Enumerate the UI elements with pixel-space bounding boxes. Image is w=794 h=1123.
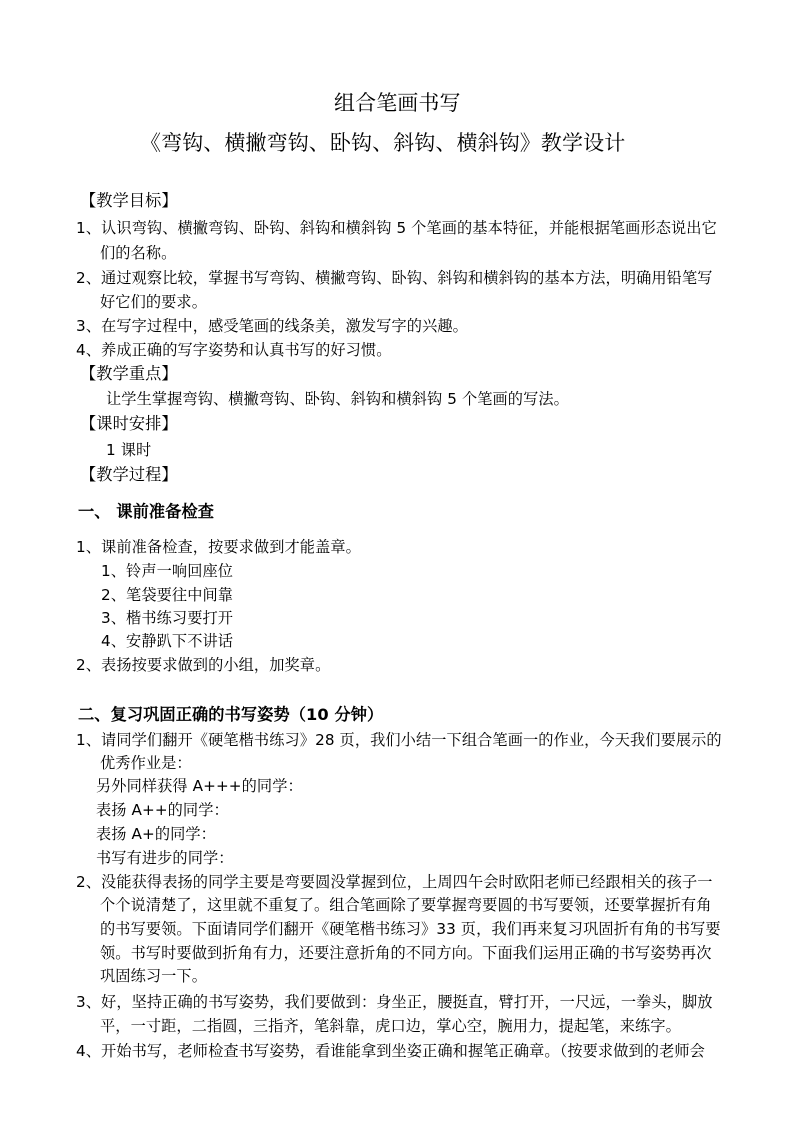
- section-1-sub-1: 1、铃声一响回座位: [101, 562, 234, 580]
- section-1-sub-2: 2、笔袋要往中间靠: [101, 586, 234, 604]
- goals-header: 【教学目标】: [80, 191, 178, 210]
- section-1-item-1: 1、课前准备检查，按要求做到才能盖章。: [76, 538, 361, 556]
- section-2-item-2-cont-3: 领。书写时要做到折角有力，还要注意折角的不同方向。下面我们运用正确的书写姿势再次: [100, 944, 712, 962]
- document-subtitle: 《弯钩、横撇弯钩、卧钩、斜钩、横斜钩》教学设计: [140, 131, 626, 155]
- goal-item-1: 1、认识弯钩、横撇弯钩、卧钩、斜钩和横斜钩 5 个笔画的基本特征，并能根据笔画形态说出它: [76, 219, 717, 237]
- praise-line-1: 另外同样获得 A+++的同学：: [96, 777, 303, 795]
- focus-text: 让学生掌握弯钩、横撇弯钩、卧钩、斜钩和横斜钩 5 个笔画的写法。: [106, 390, 569, 408]
- goal-item-1-cont: 们的名称。: [100, 244, 177, 262]
- section-1-sub-4: 4、安静趴下不讲话: [101, 632, 234, 650]
- goal-item-2: 2、通过观察比较，掌握书写弯钩、横撇弯钩、卧钩、斜钩和横斜钩的基本方法，明确用铅笔写: [76, 269, 713, 287]
- section-2-item-1: 1、请同学们翻开《硬笔楷书练习》28 页，我们小结一下组合笔画一的作业，今天我们要展示的: [76, 731, 722, 749]
- section-1-title: 一、 课前准备检查: [78, 502, 215, 521]
- section-2-title: 二、复习巩固正确的书写姿势（10 分钟）: [78, 705, 384, 724]
- praise-line-4: 书写有进步的同学：: [96, 849, 234, 867]
- goal-item-4: 4、养成正确的写字姿势和认真书写的好习惯。: [76, 341, 392, 359]
- praise-line-3: 表扬 A+的同学：: [96, 825, 216, 843]
- time-header: 【课时安排】: [80, 414, 178, 433]
- section-2-item-3-cont: 平，一寸距，二指圆，三指齐，笔斜靠，虎口边，掌心空，腕用力，提起笔，来练字。: [100, 1017, 681, 1035]
- time-text: 1 课时: [106, 441, 152, 459]
- section-2-item-3: 3、好，坚持正确的书写姿势，我们要做到：身坐正，腰挺直，臂打开，一尺远，一拳头，脚放: [76, 993, 713, 1011]
- praise-line-2: 表扬 A++的同学：: [96, 801, 229, 819]
- section-2-item-4: 4、开始书写，老师检查书写姿势，看谁能拿到坐姿正确和握笔正确章。（按要求做到的老师会: [76, 1042, 705, 1060]
- section-2-item-1-cont: 优秀作业是：: [100, 754, 192, 772]
- goal-item-2-cont: 好它们的要求。: [100, 293, 208, 311]
- section-2-item-2-cont-2: 的书写要领。下面请同学们翻开《硬笔楷书练习》33 页，我们再来复习巩固折有角的书写要: [100, 920, 721, 938]
- section-2-item-2-cont-4: 巩固练习一下。: [100, 967, 208, 985]
- section-2-item-2: 2、没能获得表扬的同学主要是弯要圆没掌握到位，上周四午会时欧阳老师已经跟相关的孩子一: [76, 873, 713, 891]
- process-header: 【教学过程】: [80, 465, 178, 484]
- focus-header: 【教学重点】: [80, 364, 178, 383]
- section-1-item-2: 2、表扬按要求做到的小组，加奖章。: [76, 656, 331, 674]
- document-title: 组合笔画书写: [334, 91, 461, 115]
- goal-item-3: 3、在写字过程中，感受笔画的线条美，激发写字的兴趣。: [76, 317, 468, 335]
- section-2-item-2-cont-1: 个个说清楚了，这里就不重复了。组合笔画除了要掌握弯要圆的书写要领，还要掌握折有角: [100, 896, 712, 914]
- section-1-sub-3: 3、楷书练习要打开: [101, 609, 234, 627]
